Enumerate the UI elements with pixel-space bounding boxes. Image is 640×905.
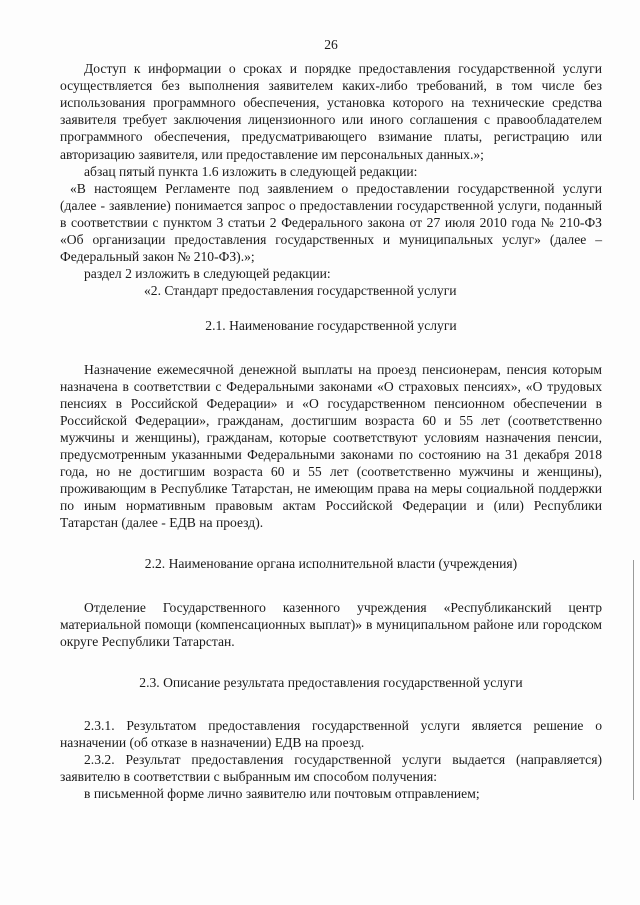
scan-edge-line <box>633 560 634 800</box>
section-2-3-item-3: в письменной форме лично заявителю или почтовым отправлением; <box>84 786 480 802</box>
paragraph-amendment-1-6-text: абзац пятый пункта 1.6 изложить в следующей редакции: <box>84 163 418 179</box>
paragraph-definition: «В настоящем Регламенте под заявлением о предоставлении государственной услуги (далее - заявление) понимается запрос о предоставлении государственной услуги, поданный в соответствии с пунктом 3 статьи 2 Федерального закона от 27 июля 2010 года № 210-ФЗ «Об организации предоставления государственных и муниципальных услуг» (далее – Федеральный закон № 210-ФЗ).»; <box>60 180 602 265</box>
section-2-2-text: Отделение Государственного казенного учреждения «Республиканский центр материальной помощи (компенсационных выплат)» в муниципальном районе или городском округе Республики Татарстан. <box>60 599 602 649</box>
document-body <box>60 36 602 802</box>
section-2-3-item-1: 2.3.1. Результатом предоставления государственной услуги является решение о назначении (об отказе в назначении) ЕДВ на проезд. <box>60 717 602 750</box>
section-2-1-text: Назначение ежемесячной денежной выплаты на проезд пенсионерам, пенсия которым назначена в соответствии с Федеральными законами «О страховых пенсиях», «О трудовых пенсиях в Российской Федерации» и «О государственном пенсионном обеспечении в Российской Федерации», гражданам, достигшим возраста 60 и 55 лет (соответственно мужчины и женщины), гражданам, которые соответствуют условиям назначения пенсии, предусмотренным указанными Федеральными законами по состоянию на 31 декабря 2018 года, но не достигшим возраста 60 и 55 лет (соответственно мужчины и женщины), проживающим в Республике Татарстан, не имеющим права на меры социальной поддержки по иным нормативным правовым актам Российской Федерации и (или) Республики Татарстан (далее - ЕДВ на проезд). <box>60 361 602 531</box>
section-2-3-heading: 2.3. Описание результата предоставления государственной услуги <box>139 674 523 690</box>
paragraph-amendment-1-6 <box>60 163 602 180</box>
page-number: 26 <box>324 37 338 52</box>
paragraph-access-info: Доступ к информации о сроках и порядке предоставления государственной услуги осуществляется без выполнения заявителем каких-либо требований, в том числе без использования программного обеспечения, установка которого на технические средства заявителя требует заключения лицензионного или иного соглашения с правообладателем программного обеспечения, предусматривающего взимание платы, регистрацию или авторизацию заявителя, или предоставление им персональных данных.»; <box>60 61 602 162</box>
section-2-2-heading: 2.2. Наименование органа исполнительной власти (учреждения) <box>144 556 518 572</box>
section-2-1-heading: 2.1. Наименование государственной услуги <box>205 318 457 334</box>
chapter-title: «2. Стандарт предоставления государственной услуги <box>144 283 457 299</box>
section-2-3-item-2: 2.3.2. Результат предоставления государственной услуги выдается (направляется) заявителю в соответствии с выбранным им способом получения: <box>60 752 602 785</box>
paragraph-section-2: раздел 2 изложить в следующей редакции: <box>84 266 331 282</box>
